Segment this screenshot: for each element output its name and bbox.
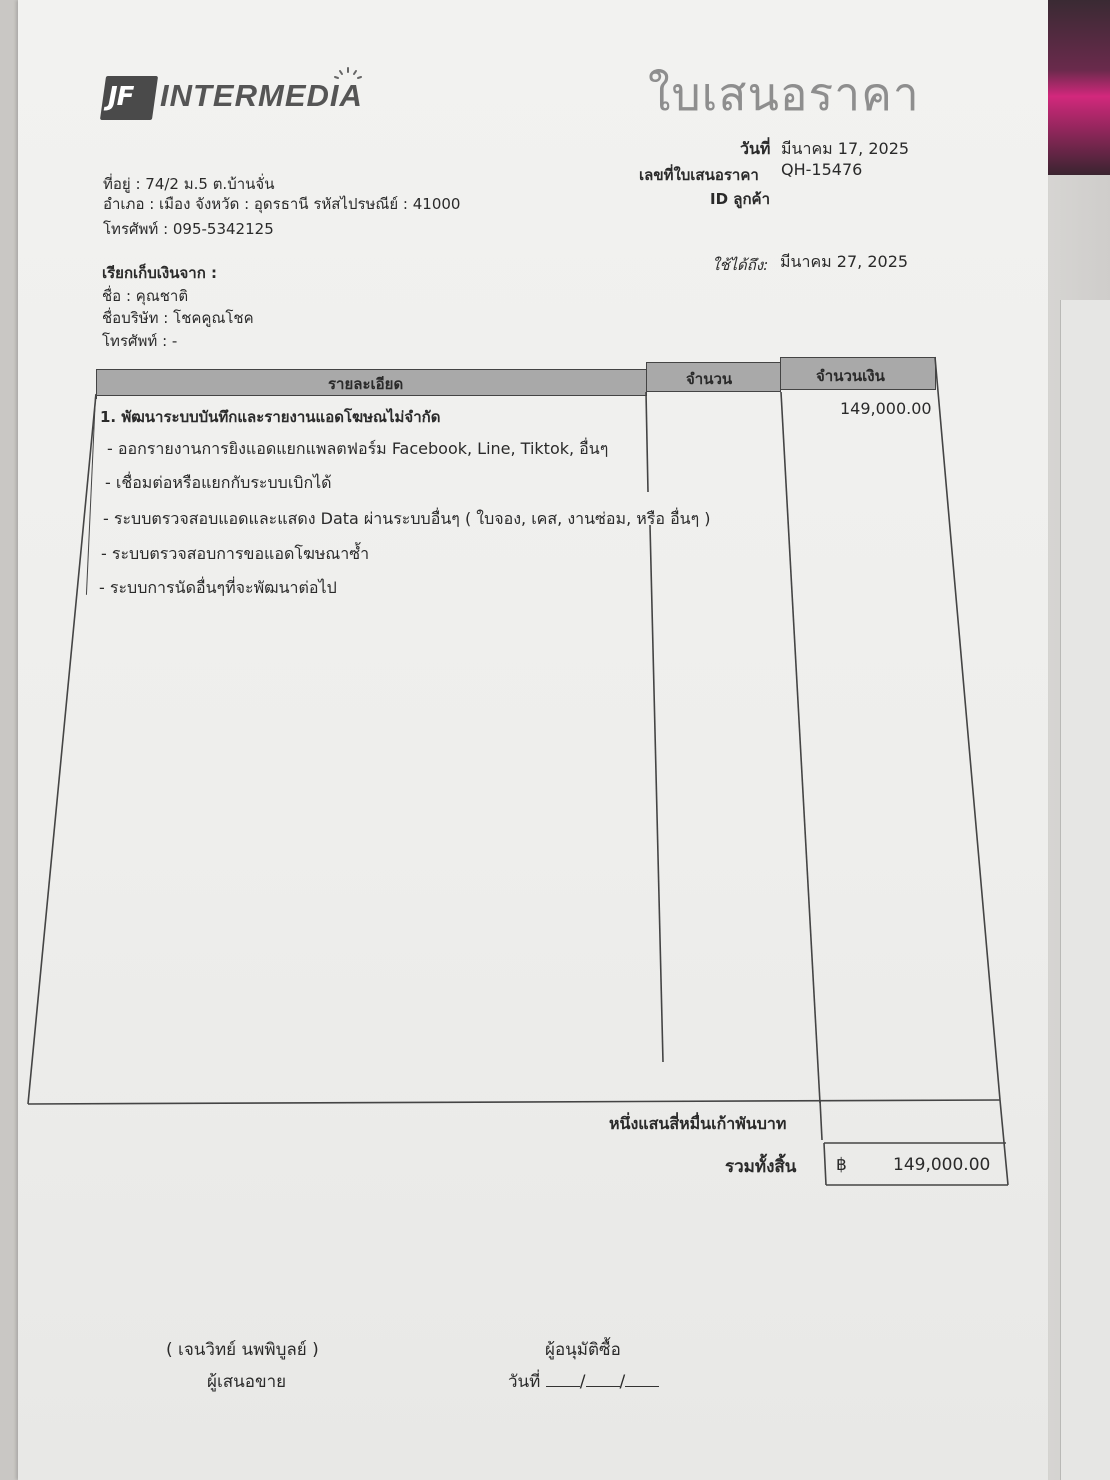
date-separator: / xyxy=(619,1372,626,1392)
total-label: รวมทั้งสิ้น xyxy=(725,1157,797,1177)
list-item: - เชื่อมต่อหรือแยกกับระบบเบิกได้ xyxy=(105,473,332,492)
seller-role: ผู้เสนอขาย xyxy=(207,1372,287,1392)
quote-number-label: เลขที่ใบเสนอราคา xyxy=(639,166,759,184)
amount-in-words: หนึ่งแสนสี่หมื่นเก้าพันบาท xyxy=(609,1114,787,1133)
date-month-blank xyxy=(586,1368,620,1387)
valid-until-value: มีนาคม 27, 2025 xyxy=(780,252,909,271)
header-quantity: จำนวน xyxy=(686,370,733,388)
date-value: มีนาคม 17, 2025 xyxy=(781,139,910,158)
list-item: - ระบบตรวจสอบการขอแอดโฆษณาซ้ำ xyxy=(101,544,370,563)
list-item: - ระบบการนัดอื่นๆที่จะพัฒนาต่อไป xyxy=(99,578,337,597)
total-value: 149,000.00 xyxy=(893,1155,991,1175)
document-title: ใบเสนอราคา xyxy=(648,67,920,121)
valid-until-label: ใช้ได้ถึง: xyxy=(712,256,769,274)
list-item: - ออกรายงานการยิงแอดแยกแพลตฟอร์ม Facebook, Line, Tiktok, อื่นๆ xyxy=(107,439,609,458)
logo-badge-text: JF xyxy=(108,82,134,112)
bill-to-company: ชื่อบริษัท : โชคคูณโชค xyxy=(102,309,254,327)
item-amount: 149,000.00 xyxy=(840,399,932,418)
currency-symbol: ฿ xyxy=(836,1155,847,1175)
date-separator: / xyxy=(579,1372,586,1392)
company-address-line1: ที่อยู่ : 74/2 ม.5 ต.บ้านจั่น xyxy=(103,175,275,193)
approval-date-field xyxy=(508,1368,659,1395)
bill-to-name: ชื่อ : คุณชาติ xyxy=(102,287,189,305)
date-label: วันที่ xyxy=(740,139,771,158)
logo-wordmark: INTERMEDIA xyxy=(160,78,363,113)
item-title: 1. พัฒนาระบบบันทึกและรายงานแอดโฆษณไม่จำกัด xyxy=(100,408,441,426)
header-description: รายละเอียด xyxy=(328,375,404,393)
bill-to-heading: เรียกเก็บเงินจาก : xyxy=(102,264,218,282)
company-phone: โทรศัพท์ : 095-5342125 xyxy=(103,220,274,238)
approval-date-label: วันที่ xyxy=(508,1372,541,1392)
list-item: - ระบบตรวจสอบแอดและแสดง Data ผ่านระบบอื่นๆ ( ใบจอง, เคส, งานซ่อม, หรือ อื่นๆ ) xyxy=(103,509,711,528)
quote-number-value: QH-15476 xyxy=(781,160,863,179)
company-address-line2: อำเภอ : เมือง จังหวัด : อุดรธานี รหัสไปรษณีย์ : 41000 xyxy=(103,195,461,213)
bill-to-phone: โทรศัพท์ : - xyxy=(102,332,178,350)
seller-name: ( เจนวิทย์ นพพิบูลย์ ) xyxy=(166,1340,319,1360)
approver-role: ผู้อนุมัติซื้อ xyxy=(545,1340,621,1360)
header-amount: จำนวนเงิน xyxy=(816,367,885,385)
customer-id-label: ID ลูกค้า xyxy=(710,190,770,208)
date-year-blank xyxy=(625,1368,659,1387)
date-day-blank xyxy=(546,1368,580,1387)
